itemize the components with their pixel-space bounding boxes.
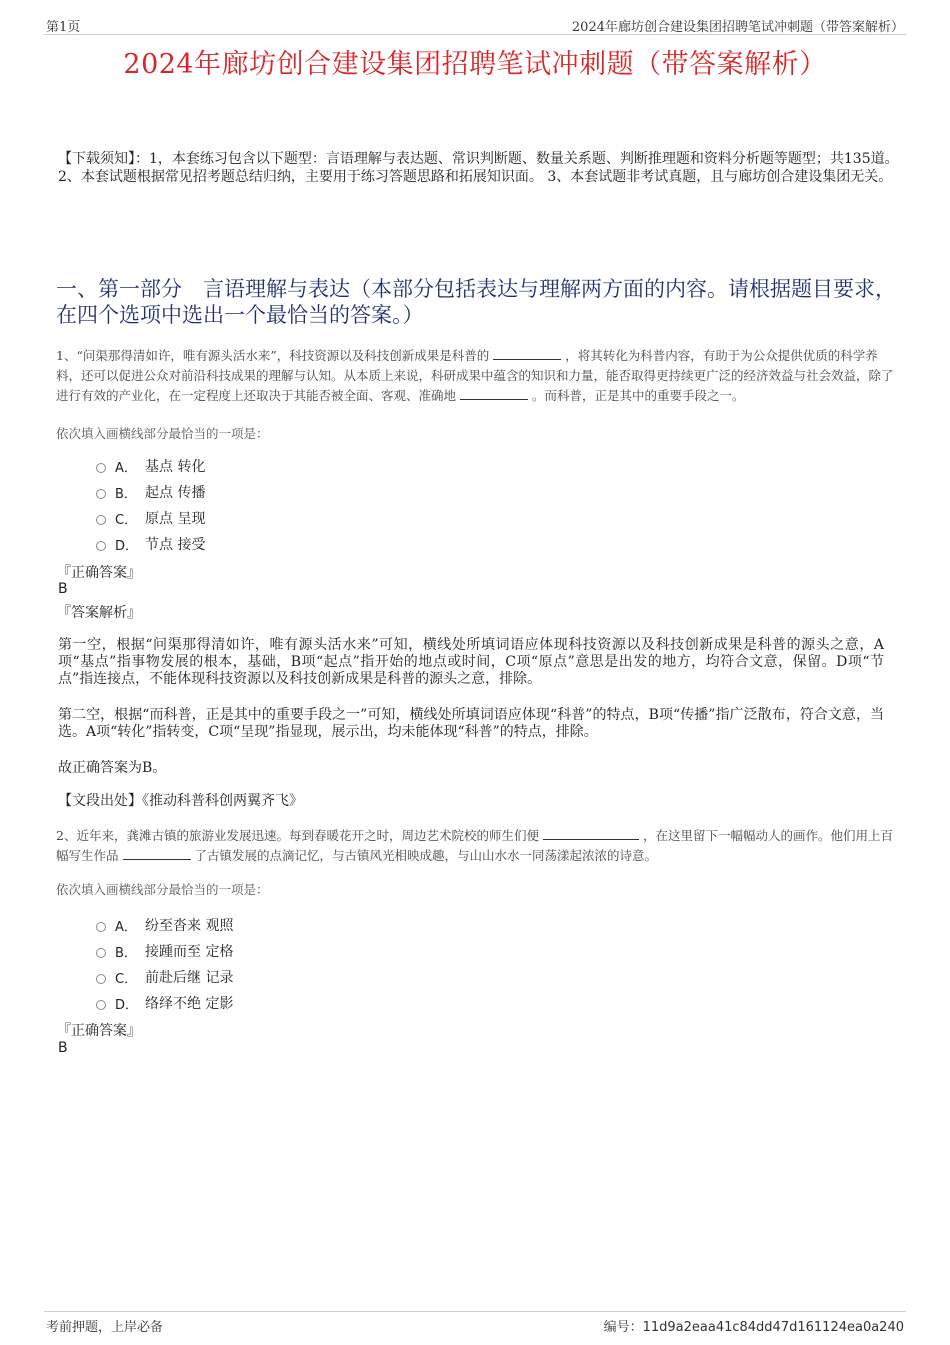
radio-icon[interactable] [96,515,106,525]
page-header [44,14,906,35]
question-2-options [96,912,233,1016]
option-c[interactable]: C． 前赴后继 记录 [96,964,233,990]
source-citation: 【文段出处】《推动科普科创两翼齐飞》 [58,793,303,809]
answer-label: 『正确答案』 [57,1023,141,1039]
option-b[interactable]: B． 接踵而至 定格 [96,938,233,964]
question-2-text: 2、近年来，龚滩古镇的旅游业发展迅速。每到春暖花开之时，周边艺术院校的师生们便 ，在这里留下一幅幅动人的画作。他们用上百幅写生作品 了古镇发展的点滴记忆，与古镇风光相映成趣，与山山水水一同荡漾起浓浓的诗意。 [56,828,893,863]
radio-icon[interactable] [96,974,106,984]
option-d[interactable]: D． 络绎不绝 定影 [96,990,233,1016]
option-b[interactable]: B． 起点 传播 [96,479,205,505]
blank-line [460,387,528,400]
question-1-text: 1、“问渠那得清如许，唯有源头活水来”，科技资源以及科技创新成果是科普的 ，将其转化为科普内容，有助于为公众提供优质的科学养料，还可以促进公众对前沿科技成果的理解与认知。从本质上来说，科研成果中蕴含的知识和力量，能否取得更持续更广泛的经济效益与社会效益，除了进行有效的产业化，在一定程度上还取决于其能否被全面、客观、准确地 。而科普，正是其中的重要手段之一。 [56,348,894,403]
option-d[interactable]: D． 节点 接受 [96,531,205,557]
answer-label: 『正确答案』 [57,565,141,581]
blank-line [123,847,191,860]
option-a[interactable]: A． 纷至沓来 观照 [96,912,233,938]
question-2-prompt: 依次填入画横线部分最恰当的一项是： [56,882,269,897]
radio-icon[interactable] [96,489,106,499]
document-title: 2024年廊坊创合建设集团招聘笔试冲刺题（带答案解析） [123,49,827,80]
analysis-paragraph: 第二空，根据“而科普，正是其中的重要手段之一”可知，横线处所填词语应体现“科普”的特点，B项“传播”指广泛散布，符合文意，当选。A项“转化”指转变，C项“呈现”指显现，展示出，均未能体现“科普”的特点，排除。 [58,707,884,740]
blank-line [543,827,639,840]
radio-icon[interactable] [96,948,106,958]
question-1-prompt: 依次填入画横线部分最恰当的一项是： [56,426,269,441]
footer-slogan: 考前押题，上岸必备 [46,1320,164,1335]
radio-icon[interactable] [96,541,106,551]
radio-icon[interactable] [96,1000,106,1010]
radio-icon[interactable] [96,463,106,473]
option-c[interactable]: C． 原点 呈现 [96,505,205,531]
section-heading: 一、第一部分 言语理解与表达（本部分包括表达与理解两方面的内容。请根据题目要求，在四个选项中选出一个最恰当的答案。） [56,277,896,327]
download-notice: 【下载须知】：1，本套练习包含以下题型：言语理解与表达题、常识判断题、数量关系题、判断推理题和资料分析题等题型；共135道。 2、本套试题根据常见招考题总结归纳，主要用于练习答题思路和拓展知识面。 3、本套试题非考试真题，且与廊坊创合建设集团无关。 [58,151,899,185]
analysis-label: 『答案解析』 [57,605,141,621]
question-1-options [96,453,205,557]
document-code: 编号：11d9a2eaa41c84dd47d161124ea0a240 [603,1320,904,1335]
analysis-conclusion: 故正确答案为B。 [58,760,167,776]
radio-icon[interactable] [96,922,106,932]
blank-line [493,347,561,360]
page-footer [44,1311,906,1336]
answer-value: B [58,581,68,597]
option-a[interactable]: A． 基点 转化 [96,453,205,479]
header-doc-title: 2024年廊坊创合建设集团招聘笔试冲刺题（带答案解析） [571,20,904,35]
page-number: 第1页 [46,20,81,35]
analysis-paragraph: 第一空，根据“问渠那得清如许，唯有源头活水来”可知，横线处所填词语应体现科技资源以及科技创新成果是科普的源头之意，A项“基点”指事物发展的根本，基础，B项“起点”指开始的地点或时间，C项“原点”意思是出发的地方，均符合文意，保留。D项“节点”指连接点，不能体现科技资源以及科技创新成果是科普的源头之意，排除。 [58,637,884,687]
answer-value: B [58,1040,68,1056]
